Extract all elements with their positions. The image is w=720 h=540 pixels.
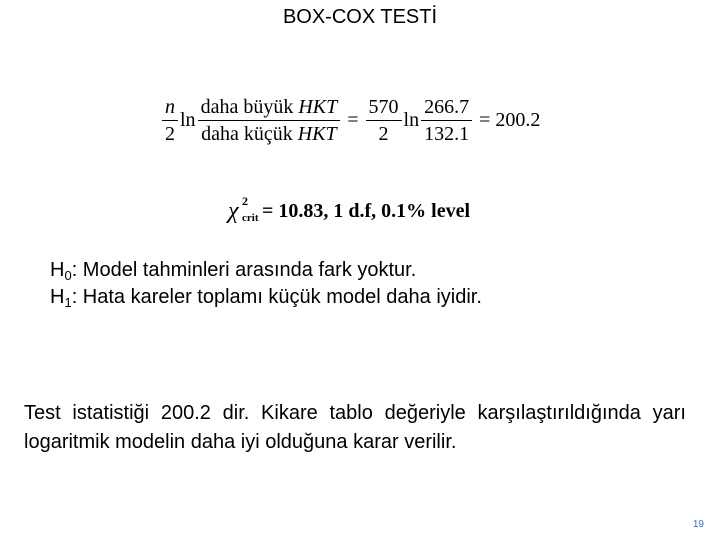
value-ratio-fraction [421,96,472,145]
chi-superscript: 2 [242,194,248,208]
hypothesis-h0 [50,259,416,283]
chi-letter: χ [228,198,239,224]
chi-square-critical [228,196,470,226]
fraction-numerator: 266.7 [421,96,472,121]
numerator-var: HKT [298,96,338,118]
ln-operator: ln [180,109,196,131]
ln-operator: ln [403,109,420,131]
hkt-ratio-fraction [198,96,341,145]
fraction-denominator: 2 [165,123,175,145]
denominator-var: HKT [297,123,337,145]
h0-subscript: 0 [64,268,72,283]
fraction-denominator: 2 [378,123,389,145]
equals-sign: = [479,109,491,131]
fraction-numerator: 570 [366,96,402,121]
h0-letter: H [50,259,65,281]
equation-result: 200.2 [495,109,541,131]
hypothesis-h1 [50,286,482,310]
h1-letter: H [50,286,65,308]
box-cox-equation [160,96,540,145]
chi-subscript: crit [242,212,259,224]
570-over-2-fraction [366,96,402,145]
fraction-numerator: n [162,96,178,121]
fraction-numerator [198,96,341,121]
h1-text: : Hata kareler toplamı küçük model daha iyidir. [71,286,482,308]
chi-critical-value: = 10.83, 1 d.f, 0.1% level [262,199,471,222]
equals-sign: = [347,109,359,131]
chi-square-symbol [228,196,262,226]
h1-subscript: 1 [64,295,72,310]
conclusion-paragraph: Test istatistiği 200.2 dir. Kikare tablo değeriyle karşılaştırıldığında yarı logaritmik modelin daha iyi olduğuna karar verilir. [24,402,686,453]
slide-title: BOX-COX TESTİ [282,6,438,28]
fraction-denominator: 132.1 [424,123,470,145]
denominator-text: daha küçük [201,123,293,145]
fraction-denominator [198,121,340,145]
n-over-2-fraction [162,96,178,145]
page-number: 19 [692,519,704,530]
h0-text: : Model tahminleri arasında fark yoktur. [71,259,417,281]
numerator-text: daha büyük [200,96,294,118]
